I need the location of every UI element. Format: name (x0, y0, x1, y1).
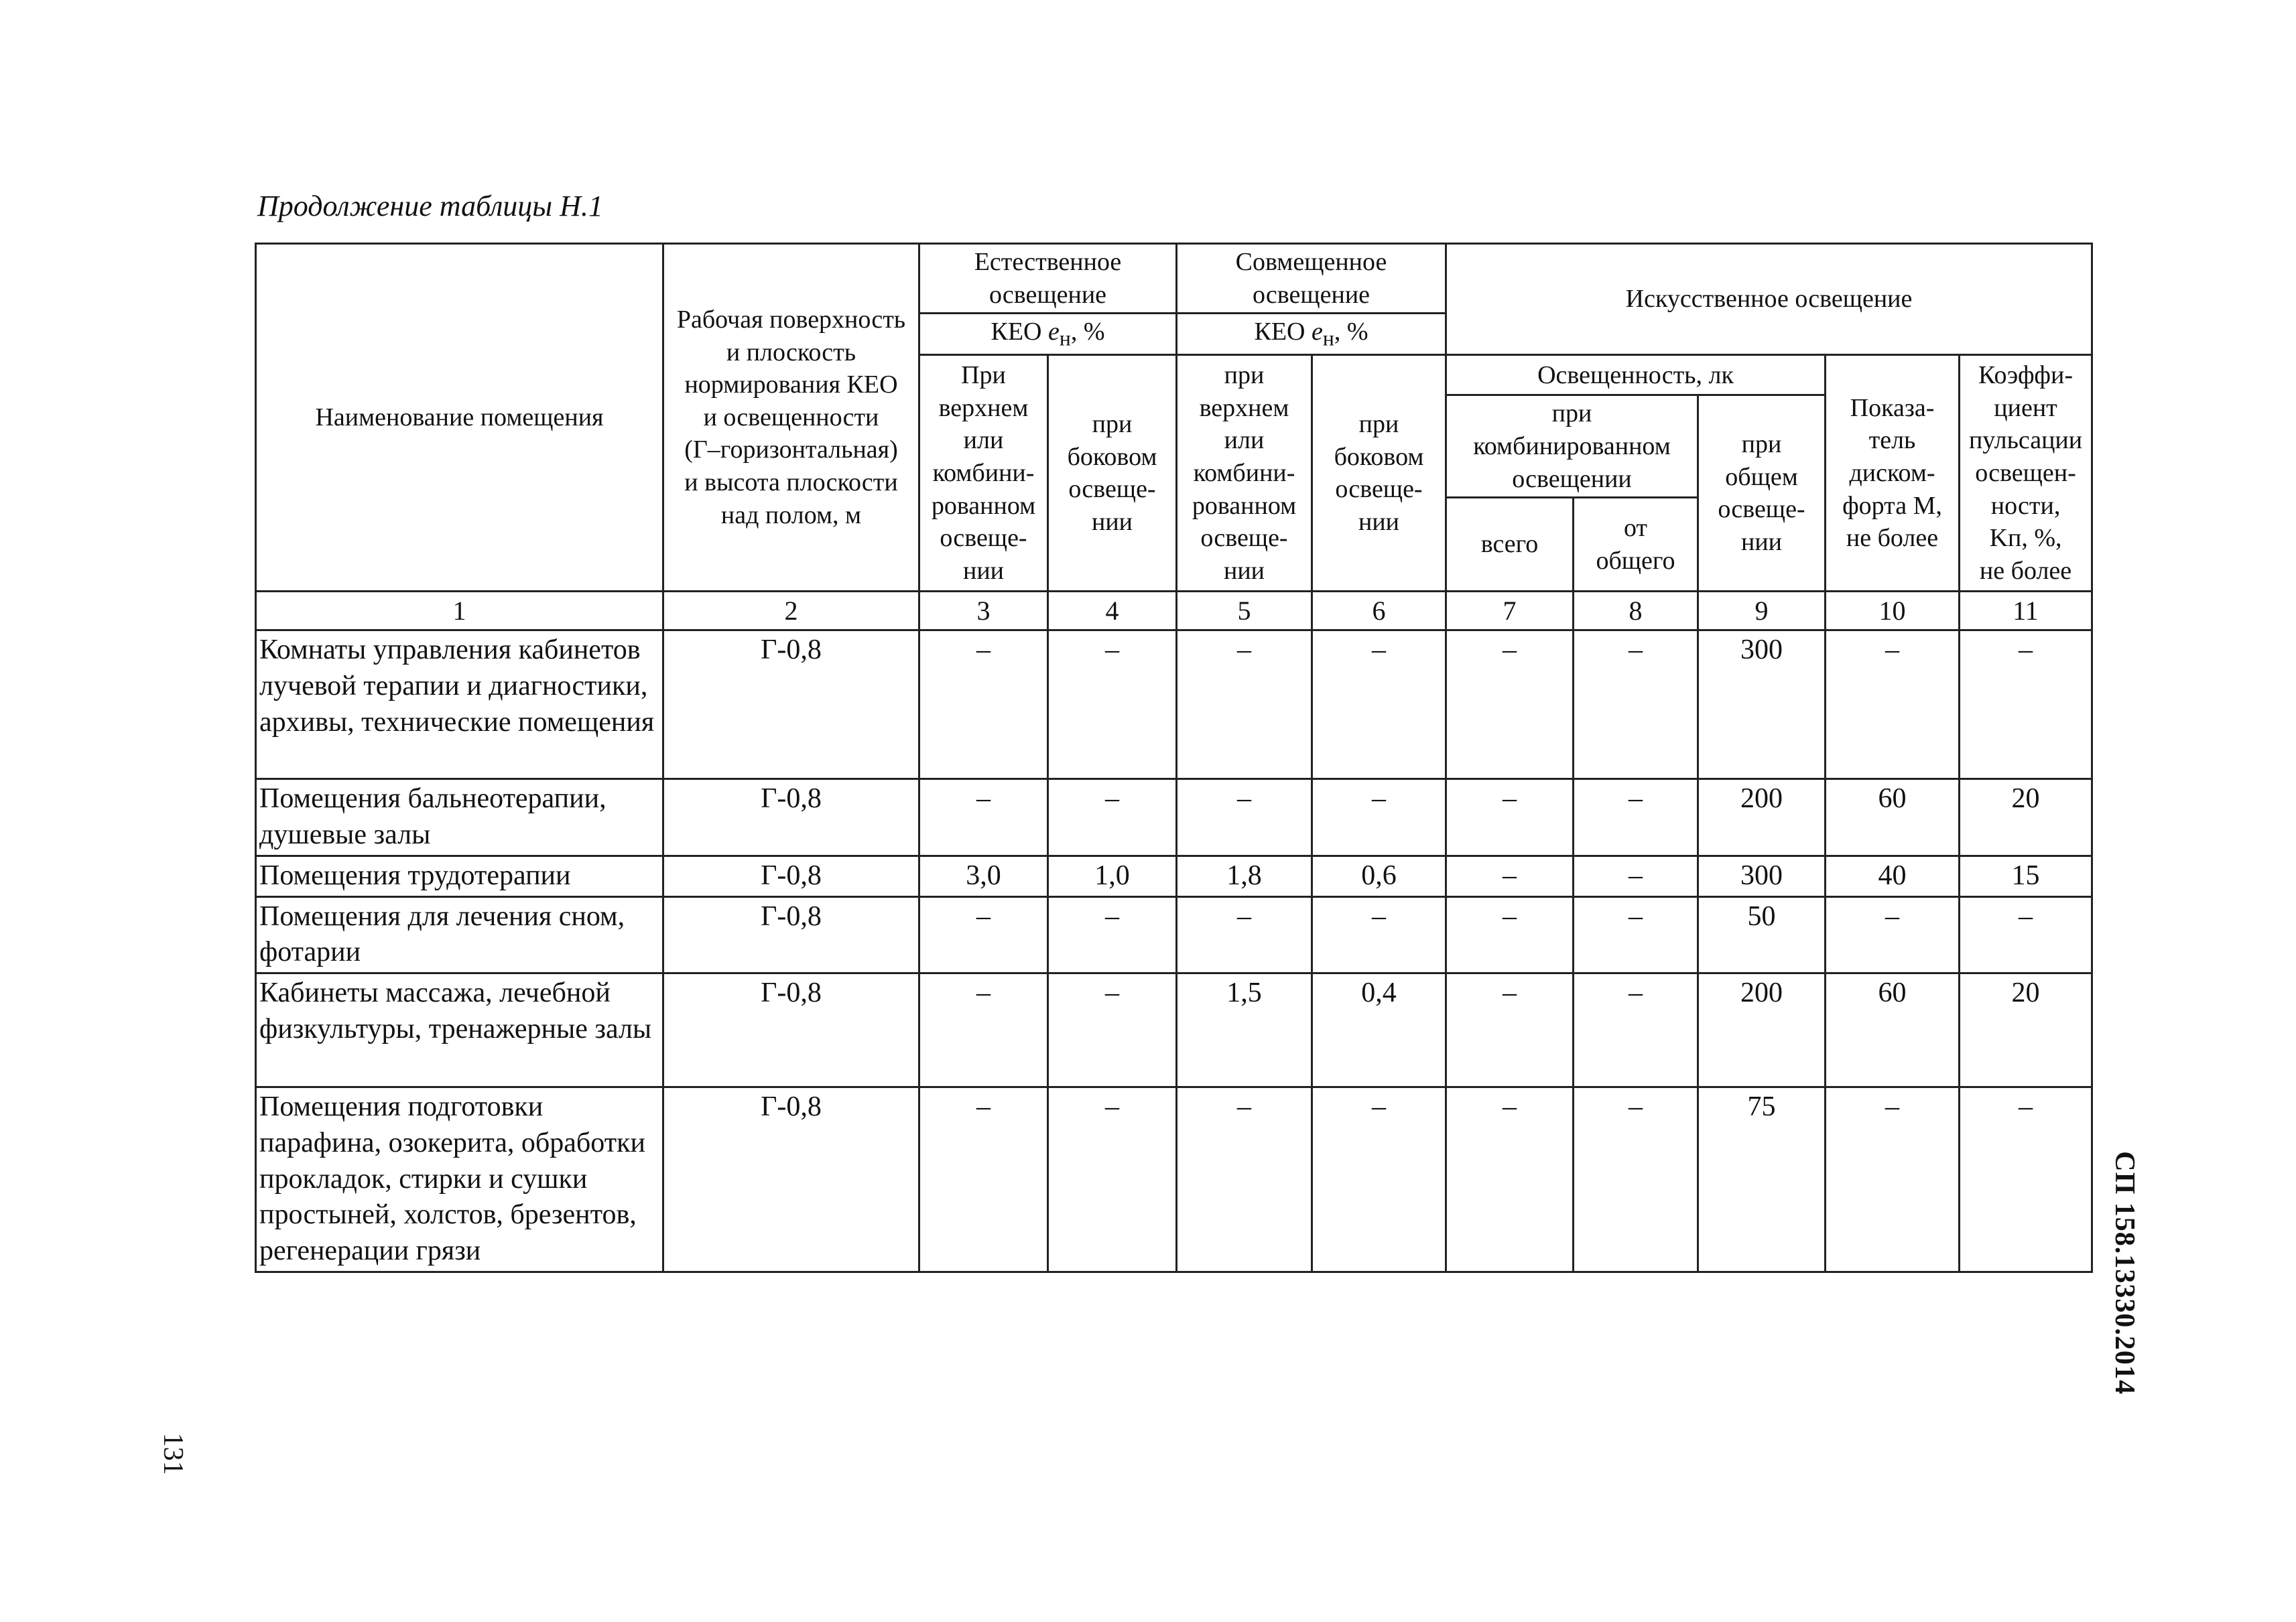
value-cell: – (919, 779, 1048, 856)
room-name-cell: Кабинеты массажа, лечебной физкультуры, тренажерные залы (256, 973, 663, 1087)
value-cell: – (1446, 856, 1574, 896)
table-row (256, 630, 2092, 779)
table-row (256, 1087, 2092, 1272)
value-cell: – (1048, 630, 1177, 779)
value-cell: – (1960, 1087, 2092, 1272)
value-cell: 300 (1698, 630, 1826, 779)
table-caption: Продолжение таблицы Н.1 (257, 190, 603, 222)
room-name-cell: Помещения подготовки парафина, озокерита, обработки прокладок, стирки и сушки простыней, холстов, брезентов, регенерации грязи (256, 1087, 663, 1272)
room-name-cell: Комнаты управления кабинетов лучевой терапии и диагностики, архивы, технические помещения (256, 630, 663, 779)
value-cell: – (1446, 1087, 1574, 1272)
header-combined-side: при боковом освеще- нии (1312, 355, 1446, 592)
header-pulsation-coefficient: Коэффи- циент пульсации освещен- ности, Kп, %, не более (1960, 355, 2092, 592)
value-cell: – (919, 896, 1048, 973)
value-cell: 40 (1826, 856, 1960, 896)
work-surface-cell: Г-0,8 (663, 1087, 919, 1272)
column-number: 3 (919, 592, 1048, 630)
value-cell: 20 (1960, 779, 2092, 856)
column-number-row (256, 592, 2092, 630)
work-surface-cell: Г-0,8 (663, 779, 919, 856)
room-name-cell: Помещения трудотерапии (256, 856, 663, 896)
value-cell: – (919, 1087, 1048, 1272)
header-of-general: от общего (1574, 498, 1698, 592)
header-natural-lighting: Естественное освещение (919, 244, 1177, 314)
header-total: всего (1446, 498, 1574, 592)
value-cell: – (1574, 856, 1698, 896)
table-row (256, 779, 2092, 856)
column-number: 8 (1574, 592, 1698, 630)
value-cell: 0,6 (1312, 856, 1446, 896)
value-cell: – (1177, 630, 1312, 779)
header-work-surface: Рабочая поверхность и плоскость нормирования КЕО и освещенности (Г–горизонтальная) и высота плоскости над полом, м (663, 244, 919, 592)
column-number: 9 (1698, 592, 1826, 630)
value-cell: 200 (1698, 779, 1826, 856)
work-surface-cell: Г-0,8 (663, 896, 919, 973)
value-cell: – (919, 973, 1048, 1087)
value-cell: – (1960, 630, 2092, 779)
value-cell: 50 (1698, 896, 1826, 973)
column-number: 2 (663, 592, 919, 630)
column-number: 5 (1177, 592, 1312, 630)
value-cell: 3,0 (919, 856, 1048, 896)
value-cell: – (1960, 896, 2092, 973)
room-name-cell: Помещения бальнеотерапии, душевые залы (256, 779, 663, 856)
value-cell: 60 (1826, 973, 1960, 1087)
value-cell: – (919, 630, 1048, 779)
value-cell: – (1312, 1087, 1446, 1272)
value-cell: – (1312, 779, 1446, 856)
room-name-cell: Помещения для лечения сном, фотарии (256, 896, 663, 973)
header-combined-top: при верхнем или комбини- рованном освеще- нии (1177, 355, 1312, 592)
value-cell: – (1048, 896, 1177, 973)
header-illuminance: Освещенность, лк (1446, 355, 1826, 395)
value-cell: – (1048, 973, 1177, 1087)
value-cell: 75 (1698, 1087, 1826, 1272)
value-cell: – (1177, 779, 1312, 856)
table-row (256, 896, 2092, 973)
work-surface-cell: Г-0,8 (663, 630, 919, 779)
value-cell: 60 (1826, 779, 1960, 856)
work-surface-cell: Г-0,8 (663, 973, 919, 1087)
header-artificial-lighting: Искусственное освещение (1446, 244, 2092, 355)
value-cell: – (1826, 630, 1960, 779)
value-cell: – (1446, 779, 1574, 856)
column-number: 10 (1826, 592, 1960, 630)
value-cell: 1,8 (1177, 856, 1312, 896)
work-surface-cell: Г-0,8 (663, 856, 919, 896)
value-cell: 200 (1698, 973, 1826, 1087)
header-keo-natural: КЕО $e_н$, % (919, 314, 1177, 355)
header-combined-lighting: Совмещенное освещение (1177, 244, 1446, 314)
header-natural-top: При верхнем или комбини- рованном освеще- нии (919, 355, 1048, 592)
table-row (256, 856, 2092, 896)
lighting-norms-table (255, 243, 2093, 1273)
value-cell: – (1048, 1087, 1177, 1272)
value-cell: – (1446, 896, 1574, 973)
column-number: 1 (256, 592, 663, 630)
value-cell: 1,0 (1048, 856, 1177, 896)
header-natural-side: при боковом освеще- нии (1048, 355, 1177, 592)
value-cell: – (1574, 779, 1698, 856)
value-cell: 15 (1960, 856, 2092, 896)
header-at-general: при общем освеще- нии (1698, 395, 1826, 592)
value-cell: – (1574, 1087, 1698, 1272)
column-number: 7 (1446, 592, 1574, 630)
value-cell: – (1446, 630, 1574, 779)
value-cell: – (1826, 1087, 1960, 1272)
value-cell: 0,4 (1312, 973, 1446, 1087)
header-room-name: Наименование помещения (256, 244, 663, 592)
value-cell: 1,5 (1177, 973, 1312, 1087)
column-number: 6 (1312, 592, 1446, 630)
value-cell: – (1048, 779, 1177, 856)
document-code: СП 158.13330.2014 (2109, 1151, 2140, 1395)
column-number: 4 (1048, 592, 1177, 630)
header-at-combined: при комбинированном освещении (1446, 395, 1698, 498)
header-keo-combined: КЕО $e_н$, % (1177, 314, 1446, 355)
page-number: 131 (157, 1432, 188, 1475)
value-cell: – (1177, 1087, 1312, 1272)
value-cell: 300 (1698, 856, 1826, 896)
table-row (256, 973, 2092, 1087)
value-cell: 20 (1960, 973, 2092, 1087)
value-cell: – (1177, 896, 1312, 973)
value-cell: – (1574, 630, 1698, 779)
value-cell: – (1574, 896, 1698, 973)
value-cell: – (1312, 896, 1446, 973)
header-discomfort-index: Показа- тель диском- форта M, не более (1826, 355, 1960, 592)
value-cell: – (1826, 896, 1960, 973)
value-cell: – (1312, 630, 1446, 779)
value-cell: – (1574, 973, 1698, 1087)
value-cell: – (1446, 973, 1574, 1087)
column-number: 11 (1960, 592, 2092, 630)
